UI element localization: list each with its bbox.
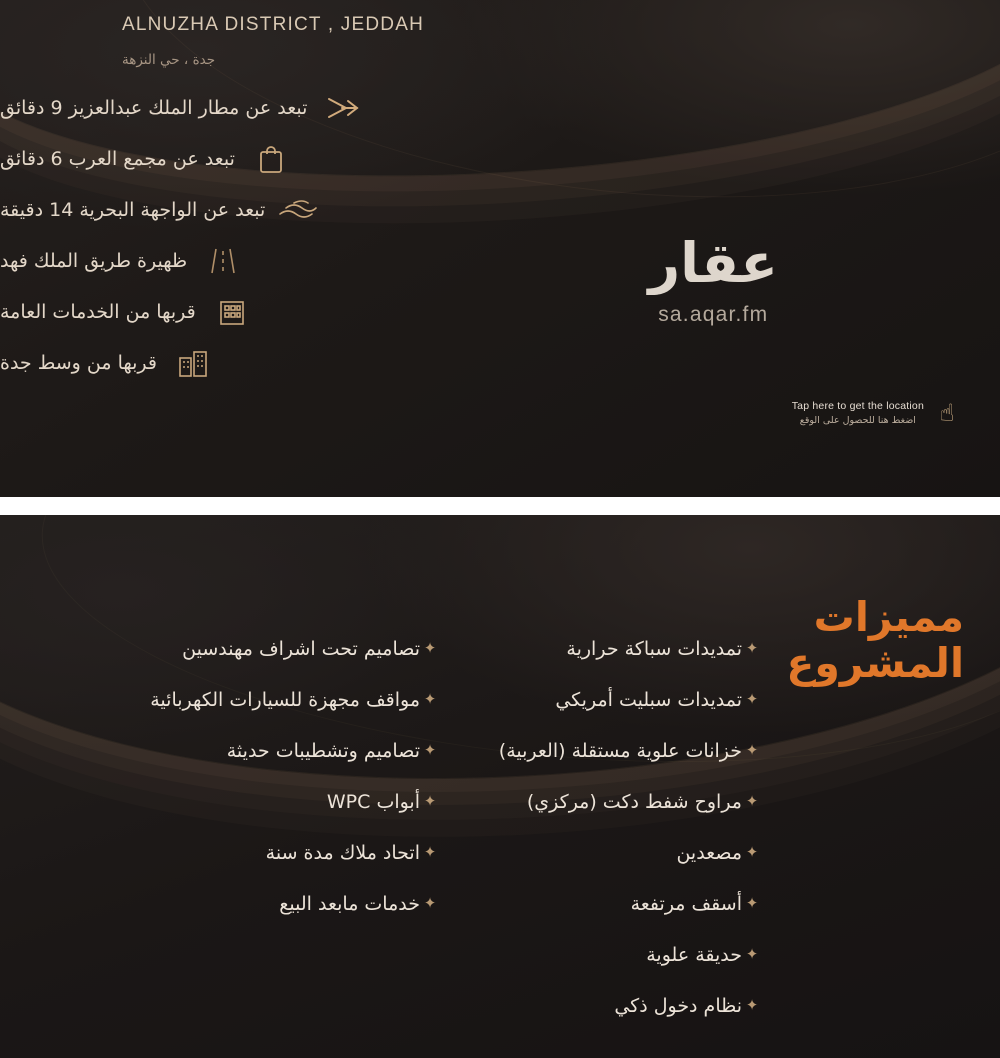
page-title-line2: المشروع [786,638,964,687]
list-item [0,235,690,286]
bullet-icon: ✦ [745,843,759,861]
list-item [0,82,690,133]
list-item-label: مواقف مجهزة للسيارات الكهربائية [150,688,420,711]
list-item-label: نظام دخول ذكي [614,994,742,1017]
bullet-icon: ✦ [745,690,759,708]
list-item [0,133,690,184]
list-item-label: حديقة علوية [646,943,742,966]
district-title-ar: جدة ، حي النزهة [122,52,216,68]
location-feature-list [0,82,690,388]
bullet-icon: ✦ [745,639,759,657]
tap-hand-icon[interactable]: ☝ [939,399,955,427]
watermark-arabic: عقار [648,231,778,295]
tap-location-text [792,400,924,426]
feature-column-left [120,623,440,929]
airplane-icon [307,94,379,121]
list-item [472,878,762,929]
tap-location-en: Tap here to get the location [791,400,924,412]
tap-location-badge[interactable] [792,398,962,428]
bullet-icon: ✦ [423,690,437,708]
page-title [786,595,964,687]
bullet-icon: ✦ [423,792,437,810]
list-item-label: اتحاد ملاك مدة سنة [265,841,420,864]
bullet-icon: ✦ [745,945,759,963]
tap-location-ar: اضغط هنا للحصول على الوقع [799,415,916,426]
bullet-icon: ✦ [423,741,437,759]
building-services-icon [196,297,268,327]
list-item-label: تمديدات سباكة حرارية [566,637,742,660]
list-item-label: تبعد عن مطار الملك عبدالعزيز 9 دقائق [0,96,308,119]
district-title-en: ALNUZHA DISTRICT , JEDDAH [122,14,425,35]
list-item [472,674,762,725]
list-item-label: قربها من وسط جدة [0,351,157,374]
list-item [472,725,762,776]
list-item [472,827,762,878]
list-item-label: تبعد عن مجمع العرب 6 دقائق [0,147,235,170]
project-features-panel [0,515,1000,1058]
list-item [472,929,762,980]
bullet-icon: ✦ [745,894,759,912]
city-icon [157,348,229,378]
list-item [120,776,440,827]
list-item [472,980,762,1031]
list-item [472,623,762,674]
list-item-label: مراوح شفط دكت (مركزي) [526,790,742,813]
list-item [0,184,690,235]
bullet-icon: ✦ [745,996,759,1014]
list-item [472,776,762,827]
waves-icon [265,197,337,223]
bullet-icon: ✦ [423,894,437,912]
list-item-label: خزانات علوية مستقلة (العربية) [498,739,742,762]
road-icon [187,247,259,275]
list-item [120,674,440,725]
list-item-label: أبواب WPC [326,790,420,813]
list-item-label: قربها من الخدمات العامة [0,300,196,323]
shopping-bag-icon [235,144,307,174]
list-item-label: خدمات مابعد البيع [279,892,420,915]
list-item-label: تصاميم تحت اشراف مهندسين [182,637,420,660]
list-item-label: تصاميم وتشطيبات حديثة [226,739,420,762]
list-item [120,725,440,776]
bullet-icon: ✦ [423,843,437,861]
list-item-label: تبعد عن الواجهة البحرية 14 دقيقة [0,198,266,221]
list-item [120,878,440,929]
list-item [0,286,690,337]
list-item-label: أسقف مرتفعة [630,892,742,915]
list-item [120,827,440,878]
bullet-icon: ✦ [745,741,759,759]
panel-divider [0,497,1000,515]
feature-column-right [472,623,762,1031]
list-item [0,337,690,388]
bullet-icon: ✦ [423,639,437,657]
list-item-label: تمديدات سبليت أمريكي [555,688,742,711]
watermark-latin: sa.aqar.fm [658,303,769,326]
location-panel [0,0,1000,497]
page-title-line1: مميزات [813,593,964,641]
bullet-icon: ✦ [745,792,759,810]
list-item [120,623,440,674]
list-item-label: مصعدين [676,841,742,864]
list-item-label: ظهيرة طريق الملك فهد [0,249,188,272]
